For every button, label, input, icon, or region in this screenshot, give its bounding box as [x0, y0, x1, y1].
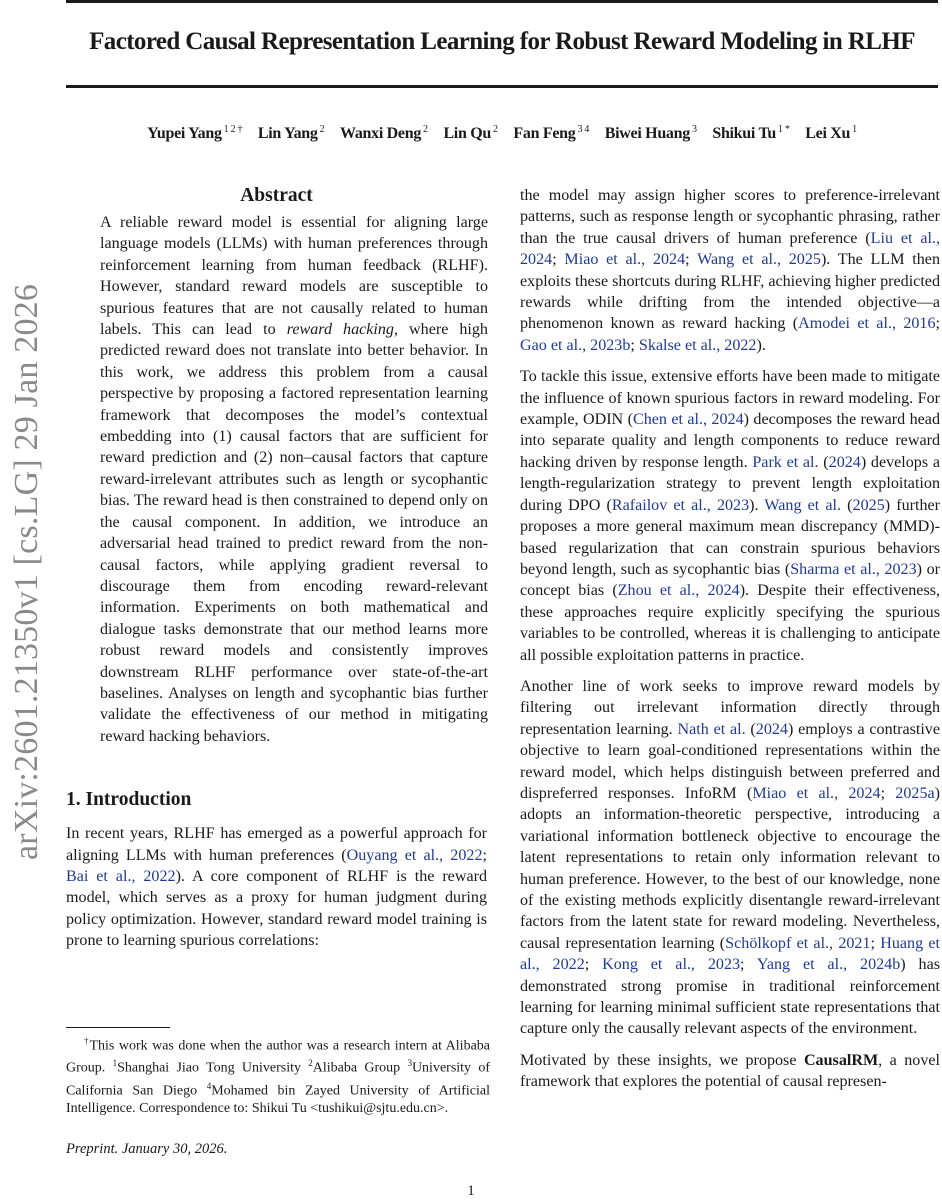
intro-paragraph-4: Motivated by these insights, we propose CausalRM, a novel framework that explores the potential of causal represen- — [520, 1051, 941, 1091]
citation-link[interactable]: Huang et al., 2022 — [520, 934, 940, 974]
citation-link[interactable]: 2025a — [895, 784, 935, 802]
author: Biwei Huang $^3$ — [604, 124, 697, 143]
right-column — [520, 185, 940, 1093]
preprint-date: Preprint. January 30, 2026. — [66, 1141, 228, 1157]
page-number: 1 — [467, 1183, 475, 1199]
citation-link[interactable]: Wang et al. — [764, 496, 842, 514]
citation-link[interactable]: 2024 — [755, 720, 788, 738]
citation-link[interactable]: Miao et al., 2024 — [752, 784, 881, 802]
intro-paragraph-2: To tackle this issue, extensive efforts have been made to mitigate the influence of known spurious factors in reward modeling. For example, ODIN (Chen et al., 2024) decomposes the reward head into separate quality and length components to reduce reward hacking driven by response length. Park et al. (2024) develops a length-regularization strategy to prevent length exploitation during DPO (Rafailov et al., 2023). Wang et al. (2025) further proposes a more general maximum mean discrepancy (MMD)-based regularization that can constrain spurious behaviors beyond length, such as sycophantic bias (Sharma et al., 2023) or concept bias (Zhou et al., 2024). Despite their effectiveness, these approaches require explicitly specifying the spurious variables to be controlled, whereas it is challenging to anticipate all possible exploitation patterns in practice. — [520, 368, 941, 664]
section-heading-introduction: 1. Introduction — [66, 789, 192, 811]
author: Lei Xu $^1$ — [805, 124, 857, 143]
author: Lin Yang $^2$ — [257, 124, 325, 143]
intro-paragraph-1: In recent years, RLHF has emerged as a powerful approach for aligning LLMs with human preferences (Ouyang et al., 2022; Bai et al., 2022). A core component of RLHF is the reward model, which serves as a proxy for human judgment during policy optimization. However, standard reward model training is prone to learning spurious correlations: — [66, 825, 487, 950]
citation-link[interactable]: Gao et al., 2023b — [520, 336, 631, 354]
author: Fan Feng $^{3 4}$ — [513, 124, 590, 143]
citation-link[interactable]: Skalse et al., 2022 — [638, 336, 757, 354]
citation-link[interactable]: Ouyang et al., 2022 — [346, 846, 483, 864]
method-name: CausalRM — [803, 1051, 879, 1069]
citation-link[interactable]: Rafailov et al., 2023 — [611, 496, 750, 514]
citation-link[interactable]: Liu et al., 2024 — [520, 229, 941, 269]
title-bottom-rule — [66, 85, 938, 88]
author: Wanxi Deng $^2$ — [340, 124, 428, 143]
citation-link[interactable]: Amodei et al., 2016 — [798, 315, 936, 333]
citation-link[interactable]: Yang et al., 2024b — [756, 956, 901, 974]
affiliation-footnote: †This work was done when the author was a research intern at Alibaba Group. $^1$Shanghai Jiao Tong University $^2$Alibaba Group $^3$University of California San Diego $^4$Mohamed bin Zayed University of Artificial Intelligence. Correspondence to: Shikui Tu <tushikui@sjtu.edu.cn>. — [66, 1036, 490, 1117]
abstract-heading: Abstract — [240, 185, 313, 206]
footnote-divider — [66, 1027, 170, 1028]
author: Yupei Yang $^{1 2 \dagger}$ — [147, 124, 243, 143]
citation-link[interactable]: 2025 — [852, 496, 885, 514]
citation-link[interactable]: Chen et al., 2024 — [632, 411, 744, 429]
citation-link[interactable]: 2024 — [828, 453, 861, 471]
arxiv-identifier-stamp: arXiv:2601.21350v1 [cs.LG] 29 Jan 2026 — [8, 283, 45, 860]
intro-paragraph-1-continued: the model may assign higher scores to preference-irrelevant patterns, such as response length or sycophantic phrasing, rather than the true causal drivers of human preference (Liu et al., 2024; Miao et al., 2024; Wang et al., 2025). The LLM then exploits these shortcuts during RLHF, achieving higher predicted rewards while drifting from the intended objective—a phenomenon known as reward hacking (Amodei et al., 2016; Gao et al., 2023b; Skalse et al., 2022). — [520, 187, 941, 354]
paper-title: Factored Causal Representation Learning for Robust Reward Modeling in RLHF — [89, 28, 915, 55]
citation-link[interactable]: Zhou et al., 2024 — [617, 582, 740, 600]
citation-link[interactable]: Park et al. — [752, 453, 819, 471]
citation-link[interactable]: Wang et al., 2025 — [697, 251, 821, 269]
author-list — [66, 124, 938, 143]
author: Shikui Tu $^{1 *}$ — [712, 124, 790, 143]
left-column — [66, 184, 487, 962]
citation-link[interactable]: Miao et al., 2024 — [564, 251, 686, 269]
citation-link[interactable]: Nath et al. — [677, 720, 746, 738]
author: Lin Qu $^2$ — [443, 124, 498, 143]
abstract-text: A reliable reward model is essential for aligning large language models (LLMs) with human preferences through reinforcement learning from human feedback (RLHF). However, standard reward models are susceptible to spurious features that are not causally related to human labels. This can lead to reward hacking, where high predicted reward does not translate into better behavior. In this work, we address this problem from a causal perspective by proposing a factored representation learning framework that decomposes the model’s contextual embedding into (1) causal factors that are sufficient for reward prediction and (2) non–causal factors that capture reward-irrelevant attributes such as length or sycophantic bias. The reward head is then constrained to depend only on the causal component. In addition, we introduce an adversarial head trained to predict reward from the non-causal factors, while applying gradient reversal to discourage them from encoding reward-relevant information. Experiments on both mathematical and dialogue tasks demonstrate that our method learns more robust reward models and consistently improves downstream RLHF performance over state-of-the-art baselines. Analyses on length and sycophantic bias further validate the effectiveness of our method in mitigating reward hacking behaviors. — [100, 214, 488, 745]
citation-link[interactable]: Schölkopf et al., 2021 — [725, 934, 871, 952]
citation-link[interactable]: Bai et al., 2022 — [66, 867, 176, 885]
citation-link[interactable]: Sharma et al., 2023 — [790, 560, 917, 578]
top-rule — [66, 0, 938, 3]
intro-paragraph-3: Another line of work seeks to improve reward models by filtering out irrelevant information directly through representation learning. Nath et al. (2024) employs a contrastive objective to learn goal-conditioned representations within the reward model, which helps distinguish between preferred and dispreferred responses. InfoRM (Miao et al., 2024; 2025a) adopts an information-theoretic perspective, introducing a variational information bottleneck objective to encourage the latent representations to retain only information relevant to human preference. However, to the best of our knowledge, none of the existing methods explicitly disentangle reward-irrelevant factors from the latent state for reward modeling. Nevertheless, causal representation learning (Schölkopf et al., 2021; Huang et al., 2022; Kong et al., 2023; Yang et al., 2024b) has demonstrated strong promise in traditional reinforcement learning for learning minimal sufficient state representations that capture only the causally relevant aspects of the environment. — [520, 677, 940, 1038]
citation-link[interactable]: Kong et al., 2023 — [602, 956, 741, 974]
